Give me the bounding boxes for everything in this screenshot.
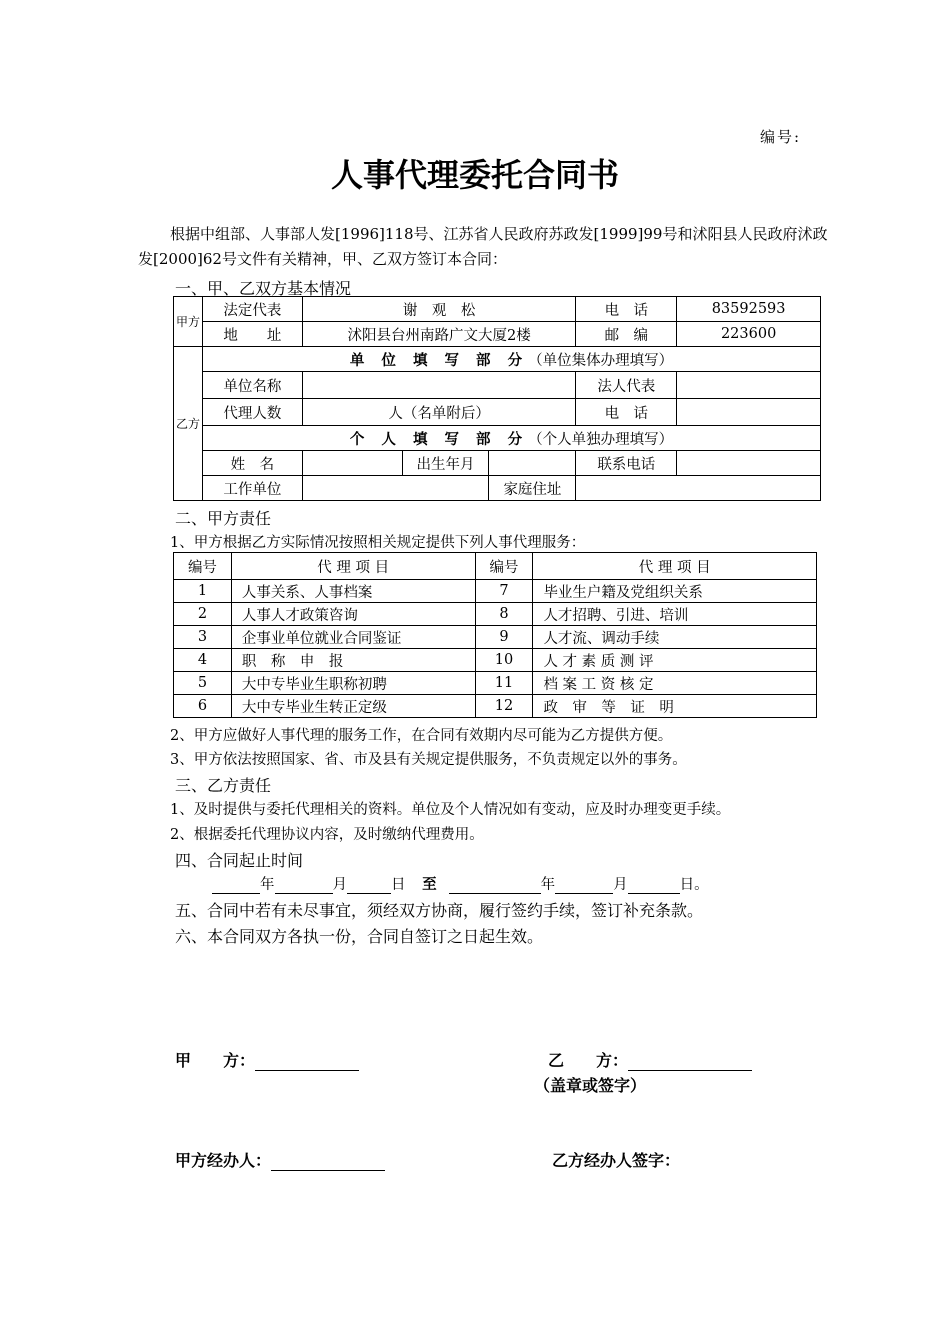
service-no: 12 (475, 695, 533, 718)
year-unit: 年 (260, 877, 275, 893)
home-address-label: 家庭住址 (489, 476, 576, 501)
day-unit: 日 (391, 877, 406, 893)
section3-heading: 三、乙方责任 (175, 776, 272, 795)
unit-phone-field[interactable] (677, 399, 821, 426)
party-a-agent-field[interactable] (271, 1152, 385, 1171)
service-item: 政 审 等 证 明 (533, 695, 817, 718)
serial-number-label: 编号: (760, 128, 802, 146)
service-no: 1 (174, 580, 232, 603)
period-to: 至 (422, 876, 437, 893)
phone-value: 83592593 (677, 297, 821, 322)
birth-field[interactable] (489, 451, 576, 476)
service-no: 9 (475, 626, 533, 649)
section6-text: 六、本合同双方各执一份，合同自签订之日起生效。 (175, 927, 544, 946)
service-no: 2 (174, 603, 232, 626)
party-b-signature (548, 1048, 752, 1071)
service-item: 毕业生户籍及党组织关系 (533, 580, 817, 603)
service-no: 11 (475, 672, 533, 695)
service-item: 大中专毕业生转正定级 (231, 695, 475, 718)
start-year-field[interactable] (212, 893, 260, 894)
parties-info-table (173, 296, 821, 501)
agent-count-field[interactable]: 人（名单附后） (302, 399, 576, 426)
legal-rep-label: 法定代表 (202, 297, 302, 322)
party-a-signature (175, 1048, 359, 1071)
party-b-label: 乙 方： (548, 1051, 629, 1070)
section2-item1: 1、甲方根据乙方实际情况按照相关规定提供下列人事代理服务： (170, 535, 586, 551)
unit-phone-label: 电 话 (576, 399, 677, 426)
unit-section-title: 单 位 填 写 部 分 (349, 351, 529, 369)
service-item: 人事关系、人事档案 (231, 580, 475, 603)
service-item: 职 称 申 报 (231, 649, 475, 672)
service-no: 10 (475, 649, 533, 672)
services-table (173, 552, 817, 718)
section3-item1: 1、及时提供与委托代理相关的资料。单位及个人情况如有变动，应及时办理变更手续。 (170, 802, 731, 818)
section5-text: 五、合同中若有未尽事宜，须经双方协商，履行签约手续，签订补充条款。 (175, 901, 704, 920)
col-no-header: 编号 (475, 553, 533, 580)
service-no: 5 (174, 672, 232, 695)
home-address-field[interactable] (576, 476, 821, 501)
col-no-header: 编号 (174, 553, 232, 580)
intro-paragraph: 根据中组部、人事部人发[1996]118号、江苏省人民政府苏政发[1999]99号和沭阳县人民政府沭政发[2000]62号文件有关精神，甲、乙双方签订本合同： (138, 225, 828, 268)
party-a-side-label: 甲方 (174, 297, 203, 347)
year-unit: 年 (540, 877, 556, 893)
start-month-field[interactable] (275, 893, 333, 894)
section3-item2: 2、根据委托代理协议内容，及时缴纳代理费用。 (170, 827, 484, 843)
unit-legal-rep-field[interactable] (677, 372, 821, 399)
unit-section-header (202, 347, 820, 372)
name-label: 姓 名 (202, 451, 302, 476)
service-no: 4 (174, 649, 232, 672)
seal-note: （盖章或签字） (534, 1076, 647, 1095)
party-a-agent-label: 甲方经办人： (175, 1151, 272, 1170)
section1-heading: 一、甲、乙双方基本情况 (175, 279, 352, 298)
service-no: 6 (174, 695, 232, 718)
name-field[interactable] (302, 451, 402, 476)
work-unit-field[interactable] (302, 476, 489, 501)
personal-section-note: （个人单独办理填写） (528, 431, 674, 448)
party-b-signature-field[interactable] (628, 1052, 752, 1071)
service-item: 人 才 素 质 测 评 (533, 649, 817, 672)
service-no: 8 (475, 603, 533, 626)
section2-item3: 3、甲方依法按照国家、省、市及县有关规定提供服务，不负责规定以外的事务。 (170, 752, 687, 768)
end-year-field[interactable] (449, 893, 541, 894)
party-b-side-label: 乙方 (174, 347, 203, 501)
table-row (174, 580, 817, 603)
section4-heading: 四、合同起止时间 (175, 851, 304, 870)
personal-section-header (202, 426, 820, 451)
col-item-header: 代 理 项 目 (231, 553, 475, 580)
legal-rep-value: 谢 观 松 (302, 297, 576, 322)
address-label: 地 址 (202, 322, 302, 347)
party-a-label: 甲 方： (175, 1051, 256, 1070)
month-unit: 月 (332, 877, 347, 893)
personal-section-title: 个 人 填 写 部 分 (349, 430, 529, 448)
table-row (174, 626, 817, 649)
birth-label: 出生年月 (402, 451, 489, 476)
table-row (174, 672, 817, 695)
service-item: 人才招聘、引进、培训 (533, 603, 817, 626)
service-item: 人事人才政策咨询 (231, 603, 475, 626)
unit-section-note: （单位集体办理填写） (528, 352, 674, 369)
month-unit: 月 (613, 877, 628, 893)
service-no: 7 (475, 580, 533, 603)
postcode-label: 邮 编 (576, 322, 677, 347)
end-month-field[interactable] (555, 893, 613, 894)
day-unit: 日。 (679, 877, 709, 893)
unit-name-label: 单位名称 (202, 372, 302, 399)
unit-legal-rep-label: 法人代表 (576, 372, 677, 399)
party-b-agent-label: 乙方经办人签字： (552, 1151, 681, 1170)
service-item: 档 案 工 资 核 定 (533, 672, 817, 695)
address-value: 沭阳县台州南路广文大厦2楼 (302, 322, 576, 347)
contact-phone-label: 联系电话 (576, 451, 677, 476)
service-no: 3 (174, 626, 232, 649)
table-row (174, 649, 817, 672)
service-item: 大中专毕业生职称初聘 (231, 672, 475, 695)
agent-count-label: 代理人数 (202, 399, 302, 426)
document-title: 人事代理委托合同书 (330, 156, 619, 194)
work-unit-label: 工作单位 (202, 476, 302, 501)
contact-phone-field[interactable] (677, 451, 821, 476)
postcode-value: 223600 (677, 322, 821, 347)
service-item: 企事业单位就业合同鉴证 (231, 626, 475, 649)
end-day-field[interactable] (628, 893, 680, 894)
section2-heading: 二、甲方责任 (175, 509, 272, 528)
col-item-header: 代 理 项 目 (533, 553, 817, 580)
start-day-field[interactable] (347, 893, 391, 894)
contract-period-line (212, 873, 709, 894)
table-row (174, 695, 817, 718)
unit-name-field[interactable] (302, 372, 576, 399)
table-row (174, 603, 817, 626)
service-item: 人才流、调动手续 (533, 626, 817, 649)
party-a-agent-signature (175, 1148, 385, 1171)
party-a-signature-field[interactable] (255, 1052, 359, 1071)
section2-item2: 2、甲方应做好人事代理的服务工作，在合同有效期内尽可能为乙方提供方便。 (170, 728, 673, 744)
phone-label: 电 话 (576, 297, 677, 322)
